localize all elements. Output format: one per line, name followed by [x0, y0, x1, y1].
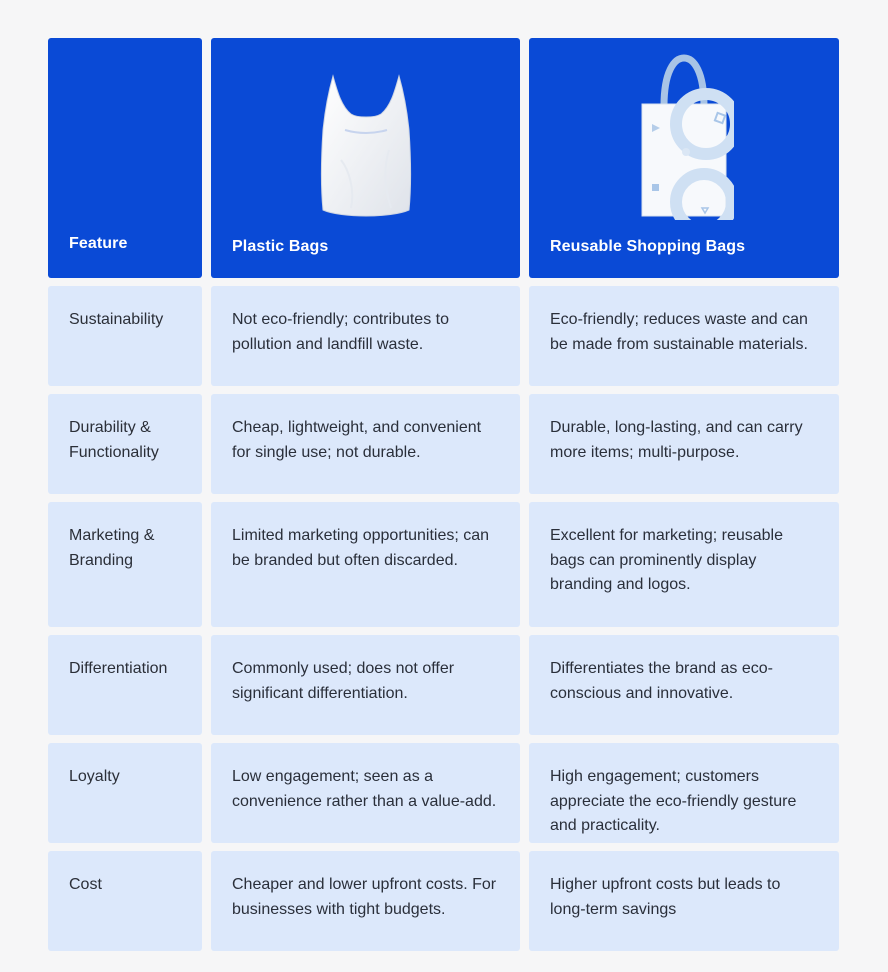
- comparison-table: [48, 38, 839, 951]
- header-plastic-label: Plastic Bags: [232, 238, 329, 255]
- row-reusable-loyalty: High engagement; customers appreciate the eco-friendly gesture and practicality.: [529, 743, 839, 843]
- header-plastic: [211, 38, 520, 278]
- reusable-bag-image: [634, 52, 734, 225]
- header-reusable-label: Reusable Shopping Bags: [550, 238, 746, 255]
- row-plastic-loyalty: Low engagement; seen as a convenience rather than a value-add.: [211, 743, 520, 843]
- row-reusable-marketing: Excellent for marketing; reusable bags can prominently display branding and logos.: [529, 502, 839, 627]
- header-feature: [48, 38, 202, 278]
- row-reusable-sustainability: Eco-friendly; reduces waste and can be made from sustainable materials.: [529, 286, 839, 386]
- row-plastic-cost: Cheaper and lower upfront costs. For businesses with tight budgets.: [211, 851, 520, 951]
- plastic-bag-image: [311, 70, 421, 225]
- row-reusable-differentiation: Differentiates the brand as eco-conscious and innovative.: [529, 635, 839, 735]
- row-plastic-durability: Cheap, lightweight, and convenient for single use; not durable.: [211, 394, 520, 494]
- row-plastic-sustainability: Not eco-friendly; contributes to pollution and landfill waste.: [211, 286, 520, 386]
- row-feature-cost: Cost: [48, 851, 202, 951]
- header-reusable: [529, 38, 839, 278]
- row-reusable-cost: Higher upfront costs but leads to long-term savings: [529, 851, 839, 951]
- row-plastic-marketing: Limited marketing opportunities; can be branded but often discarded.: [211, 502, 520, 627]
- row-feature-loyalty: Loyalty: [48, 743, 202, 843]
- row-feature-differentiation: Differentiation: [48, 635, 202, 735]
- row-plastic-differentiation: Commonly used; does not offer significant differentiation.: [211, 635, 520, 735]
- header-feature-label: Feature: [69, 235, 128, 252]
- row-reusable-durability: Durable, long-lasting, and can carry more items; multi-purpose.: [529, 394, 839, 494]
- row-feature-sustainability: Sustainability: [48, 286, 202, 386]
- row-feature-durability: Durability & Functionality: [48, 394, 202, 494]
- row-feature-marketing: Marketing & Branding: [48, 502, 202, 627]
